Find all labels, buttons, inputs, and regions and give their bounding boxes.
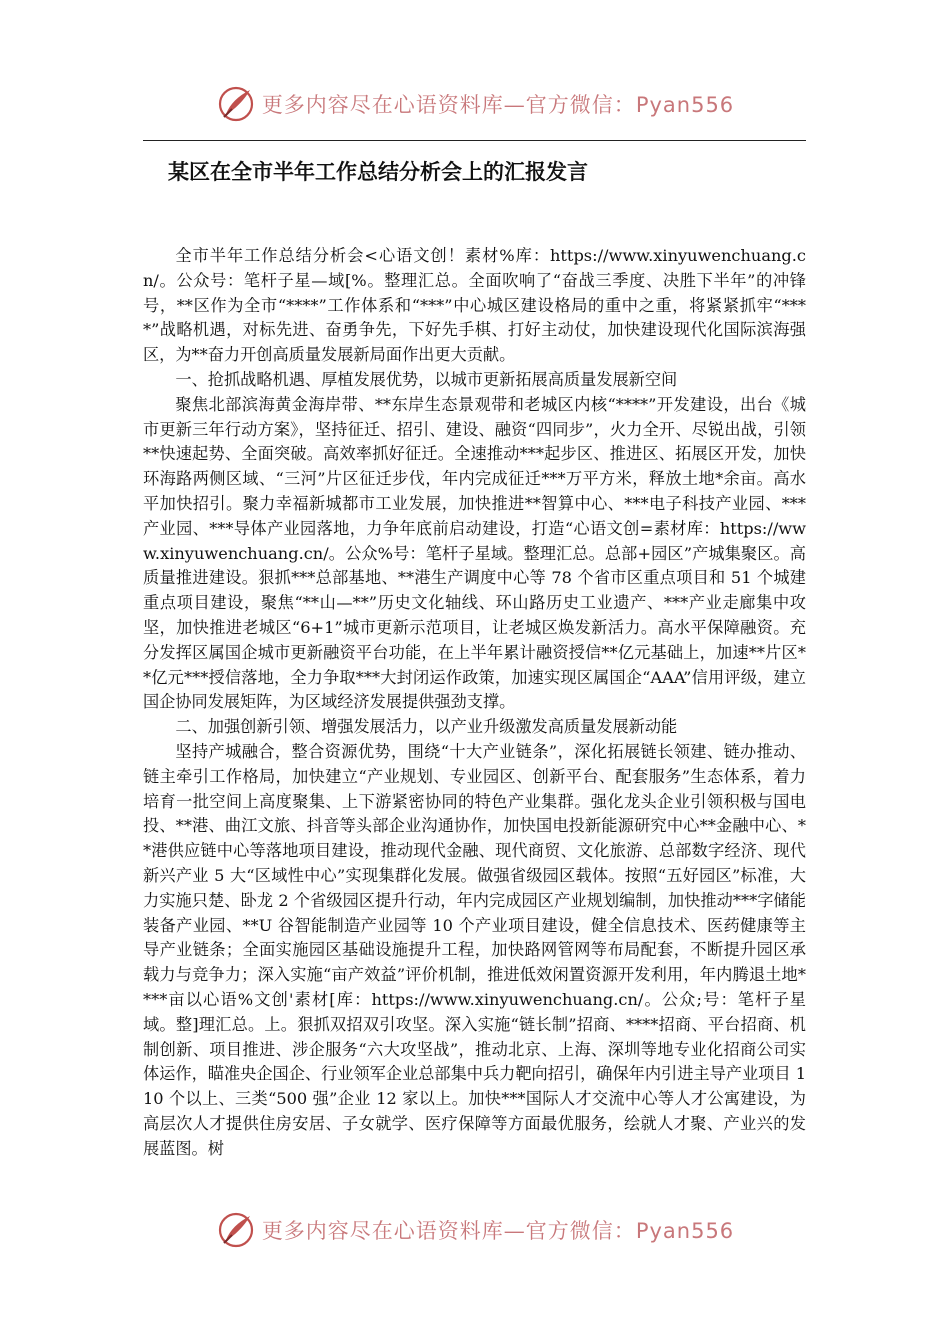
header-divider	[143, 140, 806, 141]
section-heading: 二、加强创新引领、增强发展活力，以产业升级激发高质量发展新动能	[175, 717, 678, 737]
banner-wechat-id: Pyan556	[635, 93, 735, 117]
document-title: 某区在全市半年工作总结分析会上的汇报发言	[168, 160, 588, 184]
quill-logo-icon	[216, 84, 256, 124]
banner-text	[262, 89, 734, 119]
document-body	[143, 244, 806, 1196]
header-banner	[0, 84, 950, 124]
body-paragraph: 坚持产城融合，整合资源优势，围绕“十大产业链条”，深化拓展链长领建、链办推动、链主牵引工作格局，加快建立“产业规划、专业园区、创新平台、配套服务”生态体系，着力培育一批空间上高度聚集、上下游紧密协同的特色产业集群。强化龙头企业引领积极与国电投、**港、曲江文旅、抖音等头部企业沟通协作，加快国电投新能源研究中心**金融中心、**港供应链中心等落地项目建设，推动现代金融、现代商贸、文化旅游、总部数字经济、现代新兴产业 5 大“区域性中心”实现集群化发展。做强省级园区载体。按照“五好园区”标准，大力实施只楚、卧龙 2 个省级园区提升行动，年内完成园区产业规划编制，加快推动***字储能装备产业园、**U 谷智能制造产业园等 10 个产业项目建设，健全信息技术、医药健康等主导产业链条；全面实施园区基础设施提升工程，加快路网管网等布局配套，不断提升园区承载力与竞争力；深入实施“亩产效益”评价机制，推进低效闲置资源开发利用，年内腾退土地****亩以心语%文创'素材[库：https://www.xinyuwenchuang.cn/。公众;号：笔杆子星域。整]理汇总。上。狠抓双招双引攻坚。深入实施“链长制”招商、****招商、平台招商、机制创新、项目推进、涉企服务“六大攻坚战”，推动北京、上海、深圳等地专业化招商公司实体运作，瞄准央企国企、行业领军企业总部集中兵力靶向招引，确保年内引进主导产业项目 110 个以上、三类“500 强”企业 12 家以上。加快***国际人才交流中心等人才公寓建设，为高层次人才提供住房安居、子女就学、医疗保障等方面最优服务，绘就人才聚、产业兴的发展蓝图。树	[143, 741, 806, 1158]
body-paragraph: 全市半年工作总结分析会<心语文创！素材%库：https://www.xinyuwenchuang.cn/。公众号：笔杆子星—域[%。整理汇总。全面吹响了“奋战三季度、决胜下半年”的冲锋号，**区作为全市“****”工作体系和“***”中心城区建设格局的重中之重，将紧紧抓牢“****”战略机遇，对标先进、奋勇争先，下好先手棋、打好主动仗，加快建设现代化国际滨海强区，为**奋力开创高质量发展新局面作出更大贡献。	[143, 246, 806, 365]
banner-label: 更多内容尽在心语资料库—官方微信：	[261, 93, 636, 117]
quill-logo-icon	[216, 1210, 256, 1250]
banner-text	[262, 1215, 734, 1245]
footer-banner	[0, 1210, 950, 1250]
banner-label: 更多内容尽在心语资料库—官方微信：	[261, 1219, 636, 1243]
section-heading: 一、抢抓战略机遇、厚植发展优势，以城市更新拓展高质量发展新空间	[175, 369, 678, 389]
body-paragraph: 聚焦北部滨海黄金海岸带、**东岸生态景观带和老城区内核“****”开发建设，出台《城市更新三年行动方案》，坚持征迁、招引、建设、融资“四同步”，火力全开、尽锐出战，引领**快速起势、全面突破。高效率抓好征迁。全速推动***起步区、推进区、拓展区开发，加快环海路两侧区域、“三河”片区征迁步伐，年内完成征迁***万平方米，释放土地*余亩。高水平加快招引。聚力幸福新城都市工业发展，加快推进**智算中心、***电子科技产业园、***产业园、***导体产业园落地，力争年底前启动建设，打造“心语文创=素材库：https://www.xinyuwenchuang.cn/。公众%号：笔杆子星域。整理汇总。总部+园区”产城集聚区。高质量推进建设。狠抓***总部基地、**港生产调度中心等 78 个省市区重点项目和 51 个城建重点项目建设，聚焦“**山—**”历史文化轴线、环山路历史工业遗产、***产业走廊集中攻坚，加快推进老城区“6+1”城市更新示范项目，让老城区焕发新活力。高水平保障融资。充分发挥区属国企城市更新融资平台功能，在上半年累计融资授信**亿元基础上，加速**片区**亿元***授信落地，全力争取***大封闭运作政策，加速实现区属国企“AAA”信用评级，建立国企协同发展矩阵，为区域经济发展提供强劲支撑。	[143, 394, 806, 712]
banner-wechat-id: Pyan556	[635, 1219, 735, 1243]
